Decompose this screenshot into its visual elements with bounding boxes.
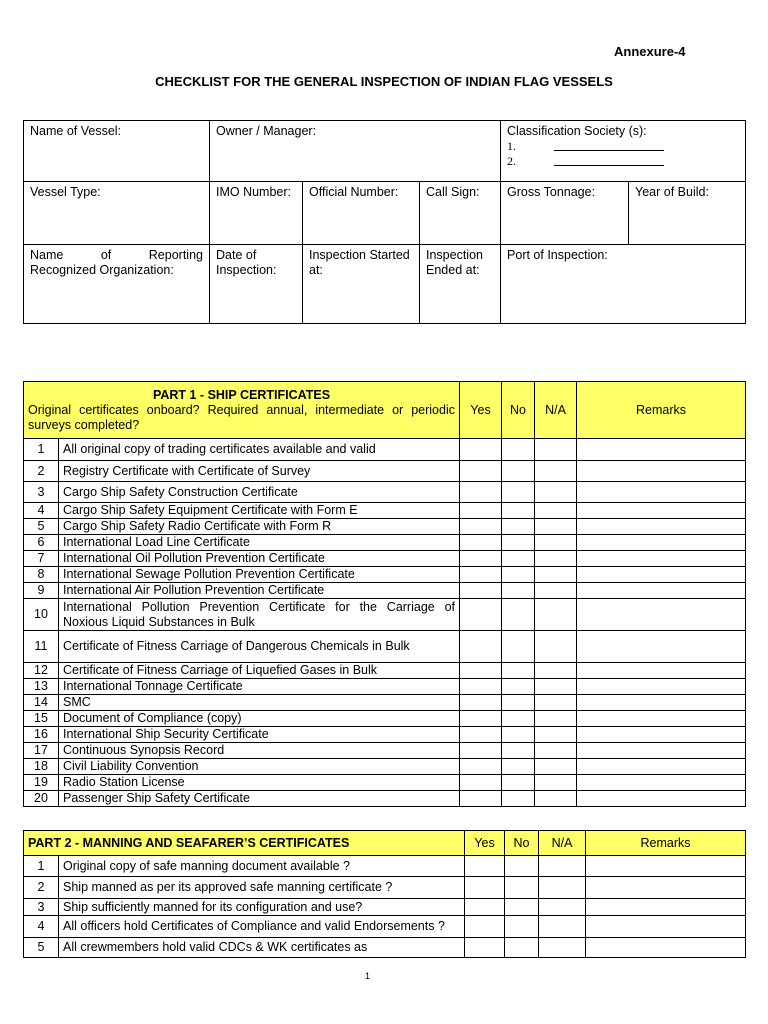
- checklist-row: [24, 599, 746, 631]
- row-description: International Oil Pollution Prevention Certificate: [59, 551, 460, 567]
- remarks-cell[interactable]: [577, 567, 746, 583]
- no-checkbox-cell[interactable]: [502, 727, 535, 743]
- yes-checkbox-cell[interactable]: [460, 679, 502, 695]
- remarks-cell[interactable]: [577, 551, 746, 567]
- checklist-row: [24, 938, 746, 958]
- part1-heading-cell: [24, 382, 460, 439]
- row-description: Cargo Ship Safety Equipment Certificate with Form E: [59, 503, 460, 519]
- row-number: 20: [24, 791, 59, 807]
- page-number: 1: [364, 971, 370, 981]
- remarks-cell[interactable]: [577, 439, 746, 461]
- checklist-row: [24, 856, 746, 877]
- yes-checkbox-cell[interactable]: [460, 519, 502, 535]
- name-of-vessel-label: Name of Vessel:: [30, 124, 122, 138]
- part2-col-yes: Yes: [465, 831, 505, 856]
- remarks-cell[interactable]: [577, 711, 746, 727]
- row-number: 9: [24, 583, 59, 599]
- checklist-row: [24, 791, 746, 807]
- date-of-inspection-label: Date of Inspection:: [216, 248, 277, 277]
- row-description: Registry Certificate with Certificate of Survey: [59, 461, 460, 482]
- yes-checkbox-cell[interactable]: [460, 503, 502, 519]
- no-checkbox-cell[interactable]: [505, 899, 539, 916]
- reporting-org-word: of: [100, 248, 112, 262]
- yes-checkbox-cell[interactable]: [460, 727, 502, 743]
- na-checkbox-cell[interactable]: [535, 775, 577, 791]
- part1-checklist-table: [23, 381, 746, 807]
- yes-checkbox-cell[interactable]: [465, 877, 505, 899]
- port-of-inspection-label: Port of Inspection:: [507, 248, 608, 262]
- row-description: International Sewage Pollution Prevention Certificate: [59, 567, 460, 583]
- class-line-1-number: 1.: [507, 139, 517, 153]
- reporting-org-line-1: [30, 248, 203, 263]
- yes-checkbox-cell[interactable]: [465, 938, 505, 958]
- row-number: 3: [24, 899, 59, 916]
- call-sign-cell[interactable]: [420, 182, 501, 245]
- remarks-cell[interactable]: [577, 599, 746, 631]
- row-description: SMC: [59, 695, 460, 711]
- no-checkbox-cell[interactable]: [502, 583, 535, 599]
- row-number: 4: [24, 503, 59, 519]
- gross-tonnage-cell[interactable]: [501, 182, 629, 245]
- date-of-inspection-cell[interactable]: [210, 245, 303, 324]
- checklist-row: [24, 663, 746, 679]
- inspection-started-label: Inspection Started at:: [309, 248, 410, 277]
- row-number: 5: [24, 519, 59, 535]
- yes-checkbox-cell[interactable]: [465, 856, 505, 877]
- vessel-type-label: Vessel Type:: [30, 185, 101, 199]
- row-number: 1: [24, 856, 59, 877]
- call-sign-label: Call Sign:: [426, 185, 480, 199]
- row-description: All crewmembers hold valid CDCs & WK certificates as: [59, 938, 465, 958]
- row-description: Cargo Ship Safety Radio Certificate with Form R: [59, 519, 460, 535]
- no-checkbox-cell[interactable]: [502, 482, 535, 503]
- checklist-row: [24, 519, 746, 535]
- na-checkbox-cell[interactable]: [535, 583, 577, 599]
- checklist-row: [24, 916, 746, 938]
- remarks-cell[interactable]: [586, 899, 746, 916]
- reporting-org-word: Name: [30, 248, 64, 262]
- row-number: 16: [24, 727, 59, 743]
- reporting-org-word: Reporting: [148, 248, 203, 262]
- row-description: All original copy of trading certificates available and valid: [59, 439, 460, 461]
- na-checkbox-cell[interactable]: [539, 916, 586, 938]
- annexure-label: Annexure-4: [614, 44, 686, 59]
- no-checkbox-cell[interactable]: [505, 938, 539, 958]
- row-description: International Air Pollution Prevention Certificate: [59, 583, 460, 599]
- checklist-row: [24, 482, 746, 503]
- inspection-ended-label: Inspection Ended at:: [426, 248, 483, 277]
- no-checkbox-cell[interactable]: [502, 461, 535, 482]
- imo-number-label: IMO Number:: [216, 185, 292, 199]
- checklist-row: [24, 535, 746, 551]
- na-checkbox-cell[interactable]: [535, 482, 577, 503]
- yes-checkbox-cell[interactable]: [460, 535, 502, 551]
- checklist-row: [24, 679, 746, 695]
- na-checkbox-cell[interactable]: [535, 743, 577, 759]
- na-checkbox-cell[interactable]: [539, 899, 586, 916]
- row-description: International Ship Security Certificate: [59, 727, 460, 743]
- row-number: 5: [24, 938, 59, 958]
- port-of-inspection-cell[interactable]: [501, 245, 746, 324]
- na-checkbox-cell[interactable]: [535, 695, 577, 711]
- part1-subheading: Original certificates onboard? Required annual, intermediate or periodic surveys completed?: [28, 402, 455, 432]
- checklist-row: [24, 759, 746, 775]
- na-checkbox-cell[interactable]: [539, 856, 586, 877]
- checklist-row: [24, 439, 746, 461]
- class-line-2-number: 2.: [507, 154, 517, 168]
- row-description: Continuous Synopsis Record: [59, 743, 460, 759]
- row-number: 14: [24, 695, 59, 711]
- checklist-row: [24, 567, 746, 583]
- checklist-row: [24, 743, 746, 759]
- year-of-build-label: Year of Build:: [635, 185, 709, 199]
- yes-checkbox-cell[interactable]: [460, 567, 502, 583]
- no-checkbox-cell[interactable]: [502, 631, 535, 663]
- checklist-row: [24, 631, 746, 663]
- official-number-label: Official Number:: [309, 185, 399, 199]
- no-checkbox-cell[interactable]: [505, 856, 539, 877]
- part2-col-no: No: [505, 831, 539, 856]
- no-checkbox-cell[interactable]: [502, 599, 535, 631]
- vessel-type-cell[interactable]: [24, 182, 210, 245]
- row-number: 2: [24, 877, 59, 899]
- na-checkbox-cell[interactable]: [535, 631, 577, 663]
- checklist-row: [24, 727, 746, 743]
- remarks-cell[interactable]: [577, 461, 746, 482]
- row-description: Certificate of Fitness Carriage of Dangerous Chemicals in Bulk: [59, 631, 460, 663]
- official-number-cell[interactable]: [303, 182, 420, 245]
- remarks-cell[interactable]: [577, 583, 746, 599]
- remarks-cell[interactable]: [577, 743, 746, 759]
- row-number: 1: [24, 439, 59, 461]
- remarks-cell[interactable]: [577, 791, 746, 807]
- no-checkbox-cell[interactable]: [502, 535, 535, 551]
- row-number: 8: [24, 567, 59, 583]
- no-checkbox-cell[interactable]: [502, 551, 535, 567]
- checklist-row: [24, 877, 746, 899]
- no-checkbox-cell[interactable]: [505, 877, 539, 899]
- row-description: All officers hold Certificates of Compliance and valid Endorsements ?: [59, 916, 465, 938]
- vessel-info-table: [23, 120, 746, 324]
- row-description: Civil Liability Convention: [59, 759, 460, 775]
- remarks-cell[interactable]: [577, 759, 746, 775]
- remarks-cell[interactable]: [577, 519, 746, 535]
- remarks-cell[interactable]: [577, 663, 746, 679]
- yes-checkbox-cell[interactable]: [460, 775, 502, 791]
- row-number: 10: [24, 599, 59, 631]
- classification-society-label: Classification Society (s):: [507, 124, 647, 138]
- row-number: 3: [24, 482, 59, 503]
- row-description: International Load Line Certificate: [59, 535, 460, 551]
- no-checkbox-cell[interactable]: [502, 679, 535, 695]
- yes-checkbox-cell[interactable]: [460, 759, 502, 775]
- row-number: 19: [24, 775, 59, 791]
- yes-checkbox-cell[interactable]: [460, 482, 502, 503]
- row-description: Certificate of Fitness Carriage of Liquefied Gases in Bulk: [59, 663, 460, 679]
- row-description: Document of Compliance (copy): [59, 711, 460, 727]
- row-number: 7: [24, 551, 59, 567]
- remarks-cell[interactable]: [577, 503, 746, 519]
- na-checkbox-cell[interactable]: [535, 711, 577, 727]
- yes-checkbox-cell[interactable]: [460, 439, 502, 461]
- document-title: CHECKLIST FOR THE GENERAL INSPECTION OF INDIAN FLAG VESSELS: [155, 74, 613, 89]
- inspection-ended-cell[interactable]: [420, 245, 501, 324]
- na-checkbox-cell[interactable]: [535, 727, 577, 743]
- remarks-cell[interactable]: [586, 938, 746, 958]
- row-description: Cargo Ship Safety Construction Certificate: [59, 482, 460, 503]
- name-of-vessel-cell[interactable]: [24, 121, 210, 182]
- part1-rows: [24, 439, 746, 807]
- imo-number-cell[interactable]: [210, 182, 303, 245]
- yes-checkbox-cell[interactable]: [460, 663, 502, 679]
- checklist-row: [24, 899, 746, 916]
- na-checkbox-cell[interactable]: [535, 535, 577, 551]
- no-checkbox-cell[interactable]: [505, 916, 539, 938]
- checklist-row: [24, 695, 746, 711]
- yes-checkbox-cell[interactable]: [460, 791, 502, 807]
- inspection-started-cell[interactable]: [303, 245, 420, 324]
- gross-tonnage-label: Gross Tonnage:: [507, 185, 596, 199]
- checklist-row: [24, 775, 746, 791]
- row-description: Ship manned as per its approved safe manning certificate ?: [59, 877, 465, 899]
- na-checkbox-cell[interactable]: [535, 791, 577, 807]
- remarks-cell[interactable]: [586, 916, 746, 938]
- part1-col-na: N/A: [535, 382, 577, 439]
- part1-col-yes: Yes: [460, 382, 502, 439]
- yes-checkbox-cell[interactable]: [460, 711, 502, 727]
- row-number: 15: [24, 711, 59, 727]
- na-checkbox-cell[interactable]: [535, 551, 577, 567]
- reporting-org-line-2: Recognized Organization:: [30, 263, 174, 277]
- yes-checkbox-cell[interactable]: [460, 631, 502, 663]
- row-description: Ship sufficiently manned for its configuration and use?: [59, 899, 465, 916]
- row-number: 4: [24, 916, 59, 938]
- yes-checkbox-cell[interactable]: [460, 743, 502, 759]
- part2-rows: [24, 856, 746, 958]
- owner-manager-cell[interactable]: [210, 121, 501, 182]
- row-number: 12: [24, 663, 59, 679]
- no-checkbox-cell[interactable]: [502, 711, 535, 727]
- remarks-cell[interactable]: [577, 695, 746, 711]
- checklist-row: [24, 711, 746, 727]
- checklist-row: [24, 461, 746, 482]
- classification-society-cell[interactable]: [501, 121, 746, 182]
- na-checkbox-cell[interactable]: [535, 599, 577, 631]
- remarks-cell[interactable]: [586, 856, 746, 877]
- part2-checklist-table: [23, 830, 746, 958]
- na-checkbox-cell[interactable]: [535, 663, 577, 679]
- part1-col-remarks: Remarks: [577, 382, 746, 439]
- yes-checkbox-cell[interactable]: [460, 551, 502, 567]
- na-checkbox-cell[interactable]: [535, 679, 577, 695]
- remarks-cell[interactable]: [577, 482, 746, 503]
- yes-checkbox-cell[interactable]: [460, 695, 502, 711]
- remarks-cell[interactable]: [577, 631, 746, 663]
- na-checkbox-cell[interactable]: [535, 503, 577, 519]
- row-description: International Tonnage Certificate: [59, 679, 460, 695]
- no-checkbox-cell[interactable]: [502, 743, 535, 759]
- part2-col-remarks: Remarks: [586, 831, 746, 856]
- yes-checkbox-cell[interactable]: [460, 599, 502, 631]
- checklist-row: [24, 551, 746, 567]
- no-checkbox-cell[interactable]: [502, 791, 535, 807]
- remarks-cell[interactable]: [577, 679, 746, 695]
- owner-manager-label: Owner / Manager:: [216, 124, 317, 138]
- na-checkbox-cell[interactable]: [535, 461, 577, 482]
- checklist-row: [24, 503, 746, 519]
- remarks-cell[interactable]: [577, 775, 746, 791]
- part1-heading: PART 1 - SHIP CERTIFICATES: [152, 387, 331, 402]
- row-number: 11: [24, 631, 59, 663]
- part2-heading: PART 2 - MANNING AND SEAFARER’S CERTIFICATES: [24, 831, 465, 856]
- yes-checkbox-cell[interactable]: [460, 583, 502, 599]
- no-checkbox-cell[interactable]: [502, 567, 535, 583]
- part2-col-na: N/A: [539, 831, 586, 856]
- yes-checkbox-cell[interactable]: [465, 899, 505, 916]
- row-description: Passenger Ship Safety Certificate: [59, 791, 460, 807]
- year-of-build-cell[interactable]: [629, 182, 746, 245]
- yes-checkbox-cell[interactable]: [465, 916, 505, 938]
- yes-checkbox-cell[interactable]: [460, 461, 502, 482]
- row-number: 13: [24, 679, 59, 695]
- row-description: International Pollution Prevention Certificate for the Carriage of Noxious Liquid Substances in Bulk: [59, 599, 460, 631]
- row-number: 6: [24, 535, 59, 551]
- remarks-cell[interactable]: [577, 727, 746, 743]
- na-checkbox-cell[interactable]: [535, 439, 577, 461]
- na-checkbox-cell[interactable]: [539, 938, 586, 958]
- no-checkbox-cell[interactable]: [502, 759, 535, 775]
- class-line-1-blank[interactable]: [554, 139, 664, 151]
- part1-col-no: No: [502, 382, 535, 439]
- na-checkbox-cell[interactable]: [535, 759, 577, 775]
- checklist-row: [24, 583, 746, 599]
- row-description: Radio Station License: [59, 775, 460, 791]
- row-number: 18: [24, 759, 59, 775]
- row-number: 17: [24, 743, 59, 759]
- no-checkbox-cell[interactable]: [502, 775, 535, 791]
- remarks-cell[interactable]: [577, 535, 746, 551]
- no-checkbox-cell[interactable]: [502, 663, 535, 679]
- class-line-2-blank[interactable]: [554, 154, 664, 166]
- no-checkbox-cell[interactable]: [502, 503, 535, 519]
- na-checkbox-cell[interactable]: [535, 519, 577, 535]
- na-checkbox-cell[interactable]: [539, 877, 586, 899]
- reporting-org-cell[interactable]: [24, 245, 210, 324]
- no-checkbox-cell[interactable]: [502, 439, 535, 461]
- row-number: 2: [24, 461, 59, 482]
- no-checkbox-cell[interactable]: [502, 519, 535, 535]
- row-description: Original copy of safe manning document available ?: [59, 856, 465, 877]
- remarks-cell[interactable]: [586, 877, 746, 899]
- no-checkbox-cell[interactable]: [502, 695, 535, 711]
- na-checkbox-cell[interactable]: [535, 567, 577, 583]
